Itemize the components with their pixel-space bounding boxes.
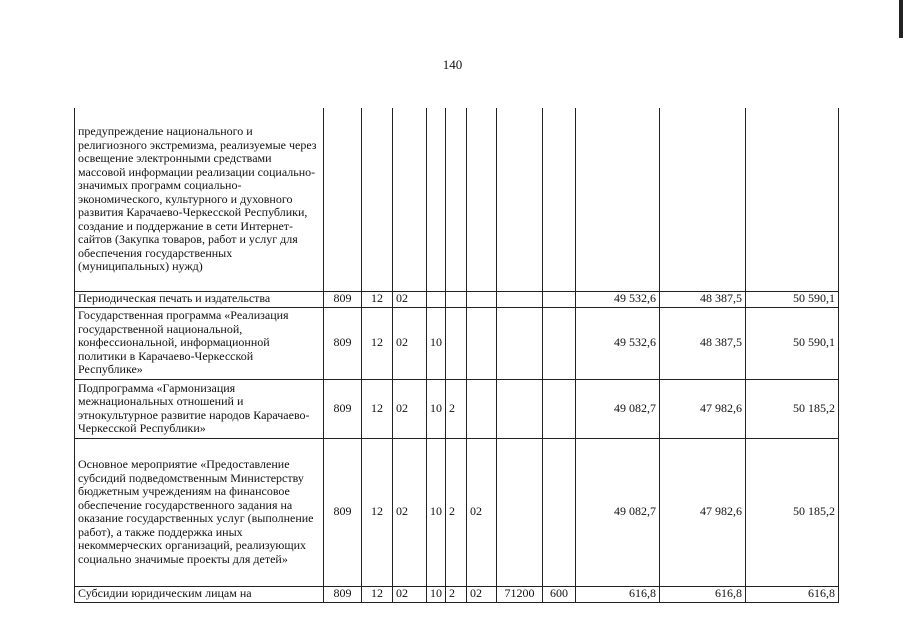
cell-section	[362, 108, 393, 291]
cell-amount-year2: 48 387,5	[660, 307, 746, 379]
table-row	[75, 307, 839, 379]
row-name: Государственная программа «Реализация государственной национальной, конфессиональной, информационной политики в Карачаево-Черкесской Республике»	[75, 307, 324, 379]
cell-program: 10	[427, 438, 446, 586]
cell-subprogram: 2	[446, 438, 467, 586]
cell-activity	[467, 108, 497, 291]
cell-amount-year1: 49 082,7	[576, 379, 660, 438]
table-row	[75, 108, 839, 291]
table-row	[75, 291, 839, 307]
cell-activity: 02	[467, 586, 497, 602]
cell-amount-year3	[746, 108, 839, 291]
cell-direction	[497, 379, 543, 438]
cell-amount-year2	[660, 108, 746, 291]
cell-amount-year1: 49 532,6	[576, 291, 660, 307]
budget-table	[74, 108, 839, 603]
cell-activity	[467, 307, 497, 379]
cell-section: 12	[362, 307, 393, 379]
cell-subsection: 02	[393, 586, 427, 602]
page-number: 140	[442, 57, 463, 72]
cell-amount-year3: 50 590,1	[746, 307, 839, 379]
cell-expense-type: 600	[543, 586, 576, 602]
cell-section: 12	[362, 586, 393, 602]
cell-section: 12	[362, 438, 393, 586]
cell-ministry: 809	[324, 307, 362, 379]
cell-subprogram: 2	[446, 586, 467, 602]
cell-amount-year1	[576, 108, 660, 291]
cell-ministry: 809	[324, 291, 362, 307]
cell-activity	[467, 291, 497, 307]
cell-subprogram	[446, 291, 467, 307]
cell-program: 10	[427, 586, 446, 602]
cell-expense-type	[543, 291, 576, 307]
cell-amount-year1: 616,8	[576, 586, 660, 602]
cell-activity	[467, 379, 497, 438]
cell-subsection	[393, 108, 427, 291]
row-name: Субсидии юридическим лицам на	[75, 586, 324, 602]
table-row	[75, 586, 839, 602]
row-name: Подпрограмма «Гармонизация межнациональных отношений и этнокультурное развитие народов Карачаево-Черкесской Республики»	[75, 379, 324, 438]
cell-direction	[497, 108, 543, 291]
cell-subprogram: 2	[446, 379, 467, 438]
cell-section: 12	[362, 379, 393, 438]
cell-amount-year3: 50 590,1	[746, 291, 839, 307]
cell-amount-year3: 50 185,2	[746, 379, 839, 438]
scan-edge-mark	[899, 0, 903, 38]
cell-expense-type	[543, 108, 576, 291]
cell-expense-type	[543, 379, 576, 438]
cell-subsection: 02	[393, 307, 427, 379]
cell-direction	[497, 291, 543, 307]
row-name: Периодическая печать и издательства	[75, 291, 324, 307]
cell-amount-year2: 616,8	[660, 586, 746, 602]
cell-subsection: 02	[393, 438, 427, 586]
cell-subsection: 02	[393, 291, 427, 307]
cell-program: 10	[427, 307, 446, 379]
cell-amount-year3: 50 185,2	[746, 438, 839, 586]
cell-program	[427, 291, 446, 307]
cell-amount-year2: 47 982,6	[660, 438, 746, 586]
cell-amount-year2: 47 982,6	[660, 379, 746, 438]
cell-activity: 02	[467, 438, 497, 586]
cell-subprogram	[446, 108, 467, 291]
cell-ministry: 809	[324, 379, 362, 438]
cell-expense-type	[543, 438, 576, 586]
cell-ministry: 809	[324, 438, 362, 586]
cell-section: 12	[362, 291, 393, 307]
cell-ministry: 809	[324, 586, 362, 602]
cell-amount-year1: 49 082,7	[576, 438, 660, 586]
cell-program: 10	[427, 379, 446, 438]
row-name: предупреждение национального и религиозного экстремизма, реализуемые через освещение электронными средствами массовой информации реализации социально-значимых программ социально-экономического, культурного и духовного развития Карачаево-Черкесской Республики, создание и поддержание в сети Интернет-сайтов (Закупка товаров, работ и услуг для обеспечения государственных (муниципальных) нужд)	[75, 108, 324, 291]
cell-amount-year1: 49 532,6	[576, 307, 660, 379]
cell-ministry	[324, 108, 362, 291]
cell-direction	[497, 438, 543, 586]
table-row	[75, 379, 839, 438]
cell-subprogram	[446, 307, 467, 379]
cell-subsection: 02	[393, 379, 427, 438]
cell-direction: 71200	[497, 586, 543, 602]
cell-expense-type	[543, 307, 576, 379]
cell-direction	[497, 307, 543, 379]
cell-amount-year3: 616,8	[746, 586, 839, 602]
table-row	[75, 438, 839, 586]
row-name: Основное мероприятие «Предоставление субсидий подведомственным Министерству бюджетным учреждениям на финансовое обеспечение государственного задания на оказание государственных услуг (выполнение работ), а также поддержка иных некоммерческих организаций, реализующих социально значимые проекты для детей»	[75, 438, 324, 586]
cell-program	[427, 108, 446, 291]
cell-amount-year2: 48 387,5	[660, 291, 746, 307]
